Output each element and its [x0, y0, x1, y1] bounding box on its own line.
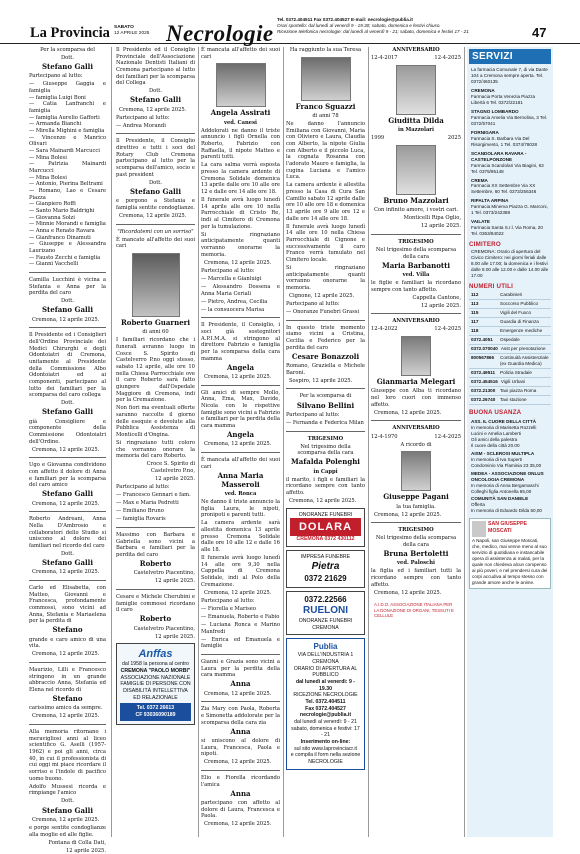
- useful-numbers-title: NUMERI UTILI: [469, 283, 513, 291]
- portrait-photo: [396, 65, 436, 115]
- phone-number: 0372.454516: [471, 378, 498, 384]
- mourner-entry: — famiglia Luigi Boni: [29, 94, 86, 101]
- mourner-entry: — Giovanna Solzi: [29, 214, 75, 221]
- phone-number: 0372.49511: [471, 369, 496, 375]
- column-4: Ha raggiunto la sua Teresa Franco Sguazzi di anni 78 Ne danno l'annuncio Emiliana con Giovanni, Maria con Oliviero e Laura, Claudia con Alberto, la nipote Giulia con Alberto e il piccolo Luca, la cognata Rosanna con l'adorato Mauro e famiglia, la cugina Luciana e l'amico Luca. La camera ardente è allestita presso la Casa di Cura San Camillo sabato 12 aprile dalle ore 10 alle ore 18 e domenica 13 aprile ore 9 alle ore 12 e dalle ore 14 alle ore 18. Il funerale avrà luogo lunedì 14 alle ore 10 nella Chiesa Parrocchiale di Cignone e successivamente il caro Franco verrà tumulato nel Cimitero locale. Si ringraziano anticipatamente quanti vorranno onorarne la memoria. Cignone, 12 aprile 2025. Partecipano al lutto: — Onoranze Funebri Grassi In questo triste momento siamo vicini a Cristina, Cecilia e Federico per la perdita del caro Cesare Bonazzoli Romano, Graziella e Michele Baroni. Sospiro, 12 aprile 2025. Per la scomparsa di Silvano Bellini Partecipano al lutto: — Fernanda e Federica Milan TRIGESIMO Nel trigesimo della scomparsa della cara Mafalda Polenghi in Cappi il marito, i figli e familiari la ricordano sempre con tanto affetto. Cremona, 12 aprile 2025. ONORANZE FUNEBRI DOLARA CREMONA 0372 430112 IMPRESA FUNEBRE Pietra 0372 21629 0372.22566 RUELONI ONORANZE FUNEBRI CREMONA Publia VIA DELL'INDUSTRIA 1 CREMONA ORARIO DI APERTURA AL PUBBLICO dal lunedì al venerdì: 9 - 19.30 RICEZIONE NECROLOGIE Tel. 0372.404511 Fax 0372.404527 necrologie@publia.it dal lunedì al venerdì: 9 - 21 sabato, domenica e festivi: 17 - 21 Inserimento on-line: sul sito www.laprovinciacr.it e compila il form nella sezione NECROLOGIE: [286, 47, 365, 837]
- pharmacy-list: [469, 88, 551, 237]
- phone-label: Polizia Stradale: [500, 369, 532, 375]
- deceased-name: Bruno Mazzolari: [383, 195, 449, 205]
- phone-number-row[interactable]: [469, 336, 551, 345]
- phone-label: Guardia di Finanza: [500, 319, 539, 325]
- portrait-photo: [401, 336, 431, 376]
- donation-entry: In memoria di Edoardo Dilda 50,00: [471, 508, 542, 514]
- deceased-name: Franco Sguazzi: [295, 101, 356, 111]
- phone-number: 112: [471, 292, 479, 298]
- donation-entry: Condominio Via Flaminia 23 35,00: [471, 462, 542, 468]
- donation-entry: Offerta: [471, 502, 485, 508]
- mourner-entry: — Mina Bolesi: [29, 154, 67, 161]
- contact-info: Tel. 0372.404511 Fax 0372.404527 E-mail: necrologie@publia.it Orari sportello: dal lunedì al venerdì 9 - 19.30; sabato, domenica e festivi chiuso. Ricezione telefonica necrologie: dal lunedì al venerdì 9 - 21; sabato, domenica e festivi 17 - 21: [277, 17, 469, 35]
- phone-number-row[interactable]: [469, 291, 551, 300]
- pharmacy-city: SCANDOLARA RAVARA - CASTELPONZONE: [471, 150, 527, 162]
- dolara-advertisement[interactable]: ONORANZE FUNEBRI DOLARA CREMONA 0372 430112: [286, 508, 365, 547]
- deceased-name: Gianmaria Melegari: [376, 377, 456, 387]
- phone-label: Vigili del Fuoco: [500, 310, 532, 316]
- buona-usanza-title: BUONA USANZA: [469, 408, 522, 416]
- useful-numbers-list: [469, 291, 551, 405]
- pharmacy-address: Farmacia Scandolari Via Biagini, 63 Tel. 0375/95148: [471, 162, 544, 174]
- donation-entry: Il cuore della città 20.00: [471, 442, 520, 448]
- donation-entry: AISM - SCLEROSI MULTIPLA: [471, 450, 535, 456]
- deceased-name: Stefano Galli: [42, 62, 93, 72]
- column-3: È mancata all'affetto dei suoi cari Angela Assirati ved. Canesi Addolorati ne danno il triste annuncio i figli Ornella con Roberto, Fabrizio con Raffaella, il nipote Matteo e parenti tutti. La cara salma verrà esposta presso la camera ardente di Cremona Solidale domenica 13 aprile dalle ore 10 alle ore 12 e dalle ore 14 alle ore 18. Il funerale avrà luogo lunedì 14 aprile alle ore 10 nella Parrocchiale di Cristo Re, indi al Cimitero di Cremona per la tumulazione. Si ringraziano anticipatamente quanti vorranno onorarne la memoria. Cremona, 12 aprile 2025. Partecipano al lutto: — Marcella e Gianluigi — Alessandro Dossena e Anna Maria Ceriali — Pietro, Andrea, Cecilia — la consuocera Marisa Il Presidente, il Consiglio, i soci già sostegnitori A.P.I.M.A. si stringono al direttore Fabrizio e famiglia per la scomparsa della cara mamma Angela Cremona, 12 aprile 2025. Gli amici di sempre Mollo, Anna, Ema, Max, Davide, Nicola con le rispettive famiglie sono vicini a Fabrizio e familiari per la perdita della cara mamma Angela Cremona, 12 aprile 2025. È mancata all'affetto dei suoi cari Anna Maria Masseroli ved. Ronca Ne danno il triste annuncio la figlia Laura, le nipoti, pronipoti e parenti tutti. La camera ardente sarà allestita domenica 13 aprile presso Cremona Solidale dalle ore 10 alle 12 e dalle 16 alle 18. Il funerale avrà luogo lunedì 14 alle ore 9,30 nella Cappella di Cremona Solidale, indi al Polo della Cremazione. Cremona, 12 aprile 2025. Partecipano al lutto: — Fiorella e Mariseo — Emanuela, Roberto e Fabio — Luciana Ronca e Marino Manfredi — Enrica ed Emanuela e famiglie Gianni e Grazia sono vicini a Laura per la perdita della cara mamma Anna Cremona, 12 aprile 2025. Zia Mary con Paola, Roberta e Simonetta addolorate per la scomparsa della cara zia Anna si uniscono al dolore di Laura, Francesca, Paola e nipoti. Cremona, 12 aprile 2025. Elio e Fiorella ricordando l'amica Anna partecipano con affetto al dolore di Laura, Francesca e Paola. Cremona, 12 aprile 2025.: [201, 47, 280, 828]
- donations-list: [469, 419, 551, 515]
- deceased-name: Angela Assirati: [210, 108, 271, 118]
- phone-label: Carabinieri: [500, 292, 523, 298]
- rueloni-advertisement[interactable]: 0372.22566 RUELONI ONORANZE FUNEBRI CREMONA: [286, 591, 365, 635]
- column-5: ANNIVERSARIO 12-4-2017 12-4-2025 Giuditta Dilda in Mazzolari 1999 2025 Bruno Mazzolari Con infinito amore, i vostri cari. Monticelli Ripa Oglio, 12 aprile 2025. TRIGESIMO Nel trigesimo della scomparsa della cara Maria Barbanotti ved. Villa le figlie e familiari la ricordano sempre con tanto affetto. Cappella Cantone, 12 aprile 2025. ANNIVERSARIO 12-4-2022 12-4-2025 Gianmaria Melegari Giuseppe con Alba ti ricordano nel loro cuori con immenso affetto. Cremona, 12 aprile 2025. ANNIVERSARIO 12-4-1970 12-4-2025 A ricordo di Giuseppe Pagani la tua famiglia. Cremona, 12 aprile 2025. TRIGESIMO Nel trigesimo della scomparsa della cara Bruna Bertoletti ved. Paloschi la figlia ed i familiari tutti la ricordano sempre con tanto affetto. Cremona, 12 aprile 2025. A.I.D.O. ASSOCIAZIONE ITALIANA PER LA DONAZIONE DI ORGANI, TESSUTI E CELLULE: [371, 47, 461, 837]
- mourner-entry: — famiglia Aurelio Gafforti: [29, 114, 100, 121]
- phone-label: Emergenze mediche: [500, 328, 543, 334]
- phone-number-row[interactable]: [469, 345, 551, 354]
- pharmacy-city: CREMONA: [471, 87, 495, 93]
- mourner-entry: — Gianni Vacchelli: [29, 261, 79, 268]
- phone-number: 0372.070040: [471, 346, 498, 351]
- services-sidebar: SERVIZI La farmacia Comunale 7, di via Dante 104 a Cremona sempre aperta. Tel. 0372/460135 CREMONA Farmacia Porta Venezia Piazza Libertà 6 Tel. 0372/22181 STAGNO LOMBARDO Farmacia Amelia Via Bernolina, 3 Tel. 0372/57041 FORNIGARA Farmacia S. Barbara Via Del Risorgimento, 1 Tel. 0374/78028 SCANDOLARA RAVARA - CASTELPONZONE Farmacia Scandolari Via Biagini, 63 Tel. 0375/95148 CREMA Farmacia XX Settembre Via XX Settembre, 60 Tel. 0373/256346 RIPALTA ARPINA Farmacia Minerva Piazza G. Marconi, 1 Tel. 0373/242388 VAILATE Farmacia Santa S.r.l. Via Roma, 20 Tel. 0363/84022 CIMITERO CREMONA: Orario di apertura del Civico Cimitero: nei giorni feriali dalle 8.00 alle 17.00; la domenica e i festivi dalle 8.00 alle 12.00 e dalle 14.00 alle 17.00 NUMERI UTILI 112 Carabinieri 113 Soccorso Pubblico 115 Vigili del Fuoco 117 Guardia di Finanza 118 Emergenze mediche 0372.4051 Ospedale 0372.070040 Asst per prenotazione 800567866 Continuità Assistenziale (ex Guardia Medica) 0372.49511 Polizia Stradale 0372.454516 Vigili Urbani 0372.21300 Taxi piazza Roma 0372.26740 Taxi stazione BUONA USANZA ASS. IL CUORE DELLA CITTÀ In memoria di Marisetta Rozzelli Lucini e Amelia Lamberti Gli amici della palestra Il cuore della città 20.00 AISM - SCLEROSI MULTIPLA In memoria di Iva Superti Condominio Via Flaminia 23 35,00 MEDEA - ASSOCIAZIONE ONLUS ONCOLOGIA CREMONA In memoria di Anna Bergamaschi Colleghi figlia Antonella 85,00 COMUNITÀ SAN DANIELE Offerta In memoria di Edoardo Dilda 50,00 SAN GIUSEPPE MOSCATI A Napoli, san Giuseppe Moscati, che, medico, mai venne meno al suo servizio di quotidiana e instancabile opera di assistenza ai malati, per la quale non chiedeva alcun compenso ai più poveri, e nel prendersi cura dei corpi accudiva al tempo stesso con grande amore anche le anime.: [467, 47, 553, 837]
- anffas-advertisement[interactable]: Anffas dal 1958 la persona al centro CREMONA "PAOLO MORBI" ASSOCIAZIONE NAZIONALE FAMIGLIE DI PERSONE CON DISABILITÀ INTELLETTIVA ED RELAZIONALE Tel. 0372 26613 CF 93036090189: [116, 643, 195, 724]
- phone-number-row[interactable]: [469, 318, 551, 327]
- phone-number-row[interactable]: [469, 327, 551, 336]
- services-title: SERVIZI: [469, 49, 551, 64]
- page-number: 47: [532, 25, 547, 40]
- mourner-entry: — Armanda Bianchi: [29, 121, 82, 128]
- deceased-name: Giuditta Dilda: [388, 115, 444, 125]
- phone-label: Soccorso Pubblico: [500, 301, 539, 307]
- donation-entry: In memoria di Iva Superti: [471, 456, 523, 462]
- phone-number: 800567866: [471, 354, 494, 360]
- pharmacy-address: Farmacia Amelia Via Bernolina, 3 Tel. 0372/57041: [471, 114, 548, 126]
- phone-number-row[interactable]: [469, 300, 551, 309]
- column-divider: [464, 47, 465, 837]
- mourner-entry: — Fausto Zecchi e famiglia: [29, 254, 101, 261]
- anffas-contact: Tel. 0372 26613 CF 93036090189: [120, 703, 191, 720]
- phone-number-row[interactable]: [469, 369, 551, 378]
- masthead: [0, 0, 580, 44]
- mourner-entry: — Catia Lanfranchi e famiglia: [29, 101, 106, 115]
- phone-label: Continuità Assistenziale (ex Guardia Medica): [500, 354, 549, 366]
- mourner-entry: — Mirella Mighini e famiglia: [29, 128, 105, 135]
- mourner-entry: — Anna e Renato Ravara: [29, 227, 95, 234]
- portrait-photo: [396, 145, 436, 195]
- pharmacy-city: VAILATE: [471, 219, 490, 225]
- aido-advertisement[interactable]: A.I.D.O. ASSOCIAZIONE ITALIANA PER LA DONAZIONE DI ORGANI, TESSUTI E CELLULE: [374, 602, 454, 619]
- mourner-entry: — Giuseppe e Alessandra Laurizano: [29, 241, 106, 254]
- issue-date: SABATO 12 APRILE 2025: [114, 25, 150, 36]
- pietra-advertisement[interactable]: IMPRESA FUNEBRE Pietra 0372 21629: [286, 550, 365, 588]
- phone-number: 117: [471, 319, 479, 325]
- newspaper-logo[interactable]: La Provincia: [30, 25, 110, 41]
- column-1: Per la scomparsa del Dott. Stefano Galli Partecipano al lutto: — Giuseppe Gaggia e famiglia — famiglia Luigi Boni — Catia Lanfranchi e famiglia — famiglia Aurelio Gafforti — Armanda Bianchi — Mirella Mighini e famiglia — Vincenzo e Manrico Olivari — Sara Mainardi Marcucci — Mina Bolesi — Patrizia Mainardi Marcucci — Mina Bolesi — Antonio, Pierina Beltrami — Romano, Lao e Cesare Piazza — Gianpiero Roffi — Santo Mario Baldrighi — Giovanna Solzi — Minnie Morandi e famiglia — Anna e Renato Ravara — Gianfranco Dinamuti — Giuseppe e Alessandra Laurizano — Fausto Zecchi e famiglia — Gianni Vacchelli Camilla Lucchini è vicina a Stefania e Anna per la perdita del caro Dott. Stefano Galli Cremona, 12 aprile 2025. Il Presidente ed i Consiglieri dell'Ordine Provinciale dei Medici Chirurghi e degli Odontoiatri di Cremona, unitamente al Presidente della Commissione Albo Odontoiatri ed ai componenti, partecipano al lutto dei familiari per la scomparsa del caro collega Dott. Stefano Galli già Consigliere e componente della Commissione Odontoiatri dell'Ordine. Cremona, 12 aprile 2025. Ugo e Giovanna condividono con affetto il dolore di Anna e familiari per la scomparsa del caro amico Stefano Galli Cremona, 12 aprile 2025. Roberto Andreani, Anna Nella D'Ambrosio e collaboratori dello Studio si uniscono al dolore dei familiari nel ricordo del caro Dott. Stefano Galli Cremona, 12 aprile 2025. Carlo ed Elisabetta, con Matteo, Giovanni e Francesca, profondamente commossi, sono vicini ad Anna, Stefania e Mariaelena per la perdita di Stefano grande e caro amico di una vita. Cremona, 12 aprile 2025. Maurizio, Lilli e Francesco stringono in un grande abbraccio Anna, Stefania ed Elena nel ricordo di Stefano carissimo amico da sempre. Cremona, 12 aprile 2025. Alla memoria ritornano i meravigliosi anni al liceo scientifico G. Aselli (1957-1962) e poi gli anni, circa 40, in cui il professionista di cui oggi mi piace ricordare il sorriso e l'indole di pacifico uomo buono. Adolfo Mussesi ricorda e rimpiange l'amico Dott. Stefano Galli Cremona, 12 aprile 2025. e porge sentite condoglianze alla moglie ed alle figlie. Fontana di Colla Dati, 12 aprile 2025.: [29, 47, 106, 854]
- phone-number-row[interactable]: [469, 378, 551, 387]
- phone-label: Ospedale: [500, 337, 520, 343]
- column-divider: [198, 47, 199, 837]
- portrait-photo: [301, 57, 351, 101]
- mourner-entry: — Antonio, Pierina Beltrami: [29, 181, 103, 188]
- pharmacy-address: Farmacia Porta Venezia Piazza Libertà 6 Tel. 0372/22181: [471, 93, 536, 105]
- publia-advertisement[interactable]: Publia VIA DELL'INDUSTRIA 1 CREMONA ORARIO DI APERTURA AL PUBBLICO dal lunedì al venerdì: 9 - 19.30 RICEZIONE NECROLOGIE Tel. 0372.404511 Fax 0372.404527 necrologie@publia.it dal lunedì al venerdì: 9 - 21 sabato, domenica e festivi: 17 - 21 Inserimento on-line: sul sito www.laprovinciacr.it e compila il form nella sezione NECROLOGIE: [286, 638, 365, 769]
- donation-entry: COMUNITÀ SAN DANIELE: [471, 496, 529, 502]
- pharmacy-city: FORNIGARA: [471, 129, 499, 135]
- phone-label: Taxi stazione: [500, 396, 527, 402]
- mourner-entry: — Minnie Morandi e famiglia: [29, 221, 106, 228]
- mourner-entry: — Sara Mainardi Marcucci: [29, 148, 100, 155]
- donation-entry: Gli amici della palestra: [471, 436, 518, 442]
- donation-entry: In memoria di Marisetta Rozzelli Lucini e Amelia Lamberti: [471, 424, 537, 436]
- mourner-entry: — Gianfranco Dinamuti: [29, 234, 91, 241]
- deceased-name: Giuseppe Pagani: [383, 492, 449, 502]
- phone-number: 0372.21300: [471, 387, 496, 393]
- phone-number: 118: [471, 328, 479, 334]
- pharmacy-address: Farmacia Santa S.r.l. Via Roma, 20 Tel. 0363/84022: [471, 225, 543, 237]
- pharmacy-address: Farmacia Minerva Piazza G. Marconi, 1 Tel. 0373/242388: [471, 204, 548, 216]
- donation-entry: Colleghi figlia Antonella 85,00: [471, 488, 532, 494]
- column-divider: [111, 47, 112, 837]
- phone-number-row[interactable]: [469, 354, 551, 369]
- mourner-entry: — Vincenzo e Manrico Olivari: [29, 134, 106, 148]
- saint-portrait: [472, 521, 486, 537]
- mourner-entry: — Mina Bolesi: [29, 174, 67, 181]
- portrait-photo: [401, 451, 431, 491]
- mourner-entry: — Romano, Lao e Cesare Piazza: [29, 187, 106, 201]
- cemetery-title: CIMITERO: [469, 241, 501, 249]
- mourner-entry: — Santo Mario Baldrighi: [29, 207, 95, 214]
- phone-number-row[interactable]: [469, 309, 551, 318]
- donation-entry: MEDEA - ASSOCIAZIONE ONLUS ONCOLOGIA CREMONA: [471, 470, 544, 482]
- deceased-name: Roberto Guarneri: [120, 317, 191, 327]
- phone-number: 115: [471, 310, 479, 316]
- pharmacy-city: RIPALTA ARPINA: [471, 198, 509, 204]
- donation-entry: In memoria di Anna Bergamaschi: [471, 482, 539, 488]
- phone-number-row[interactable]: [469, 396, 551, 405]
- phone-label: Taxi piazza Roma: [500, 387, 537, 393]
- phone-number: 0372.26740: [471, 396, 496, 402]
- pharmacy-address: Farmacia XX Settembre Via XX Settembre, 60 Tel. 0373/256346: [471, 183, 537, 195]
- deceased-name: Anna Maria Masseroli: [217, 470, 264, 489]
- saint-of-the-day: SAN GIUSEPPE MOSCATI A Napoli, san Giuseppe Moscati, che, medico, mai venne meno al suo servizio di quotidiana e instancabile opera di assistenza ai malati, per la quale non chiedeva alcun compenso ai più poveri, e nel prendersi cura dei corpi accudiva al tempo stesso con grande amore anche le anime.: [469, 518, 551, 589]
- phone-label: Asst per prenotazione: [500, 346, 546, 351]
- phone-number: 0372.4051: [471, 337, 493, 343]
- column-divider: [368, 47, 369, 837]
- phone-number-row[interactable]: [469, 387, 551, 396]
- pharmacy-city: STAGNO LOMBARDO: [471, 108, 519, 114]
- pharmacy-address: Farmacia S. Barbara Via Del Risorgimento, 1 Tel. 0374/78028: [471, 135, 538, 147]
- portrait-photo: [132, 253, 180, 317]
- mourner-entry: — Patrizia Mainardi Marcucci: [29, 161, 106, 175]
- phone-number: 113: [471, 301, 479, 307]
- column-divider: [283, 47, 284, 837]
- pharmacy-city: CREMA: [471, 177, 488, 183]
- mourner-entry: — Giuseppe Gaggia e famiglia: [29, 81, 106, 95]
- column-2: Il Presidente ed il Consiglio Provinciale dell'Associazione Nazionale Dentisti Italiani di Cremona partecipano al lutto dei familiari per la scomparsa del Collega Dott. Stefano Galli Cremona, 12 aprile 2025. Partecipano al lutto: — Andrea Morandi Il Presidente, il Consiglio direttivo e tutti i soci del Rotary Club Cremona partecipano al lutto per la scomparsa dell'amico, socio e past president Dott. Stefano Galli e porgono a Stefania e famiglia sentite condoglianze. Cremona, 12 aprile 2025. "Ricordatemi con un sorriso" È mancato all'affetto dei suoi cari Roberto Guarneri di anni 60 I familiari ricordano che i funerali avranno luogo in Cosce S. Spirito di Castelverro P.no oggi stesso, sabato 12 aprile, alle ore 10 nella Chiesa Parrocchiale ove il caro Roberto sarà fatto giungere dall'Ospedale Maggiore di Cremona, indi per la Cremazione. Non fiori ma eventuali offerte saranno raccolte il giorno delle esequie e devolute alla Pubblica Assistenza di Monticelli d'Ongina. Si ringraziano tutti coloro che vorranno onorare la memoria del caro Roberto. Croce S. Spirito di Castelvetro P.no, 12 aprile 2025. Partecipano al lutto: — Francesco Gennari e fam. — Max e Maria Pedretti — Emiliano Bruno — famiglia Rovaris Massimo con Barbara e Gabriella sono vicini a Barbara e familiari per la perdita del caro Roberto Castelvetro Piacentino, 12 aprile 2025. Cesare e Michele Cherubini e famiglie commossi ricordano il caro Roberto Castelvetro Piacentino, 12 aprile 2025. Anffas dal 1958 la persona al centro CREMONA "PAOLO MORBI" ASSOCIAZIONE NAZIONALE FAMIGLIE DI PERSONE CON DISABILITÀ INTELLETTIVA ED RELAZIONALE Tel. 0372 26613 CF 93036090189: [116, 47, 195, 837]
- portrait-photo: [216, 63, 266, 107]
- mourners-list: [29, 81, 106, 267]
- donation-entry: ASS. IL CUORE DELLA CITTÀ: [471, 418, 537, 424]
- mourner-entry: — Gianpiero Roffi: [29, 201, 76, 208]
- section-title: Necrologie: [166, 21, 274, 46]
- phone-label: Vigili Urbani: [500, 378, 526, 384]
